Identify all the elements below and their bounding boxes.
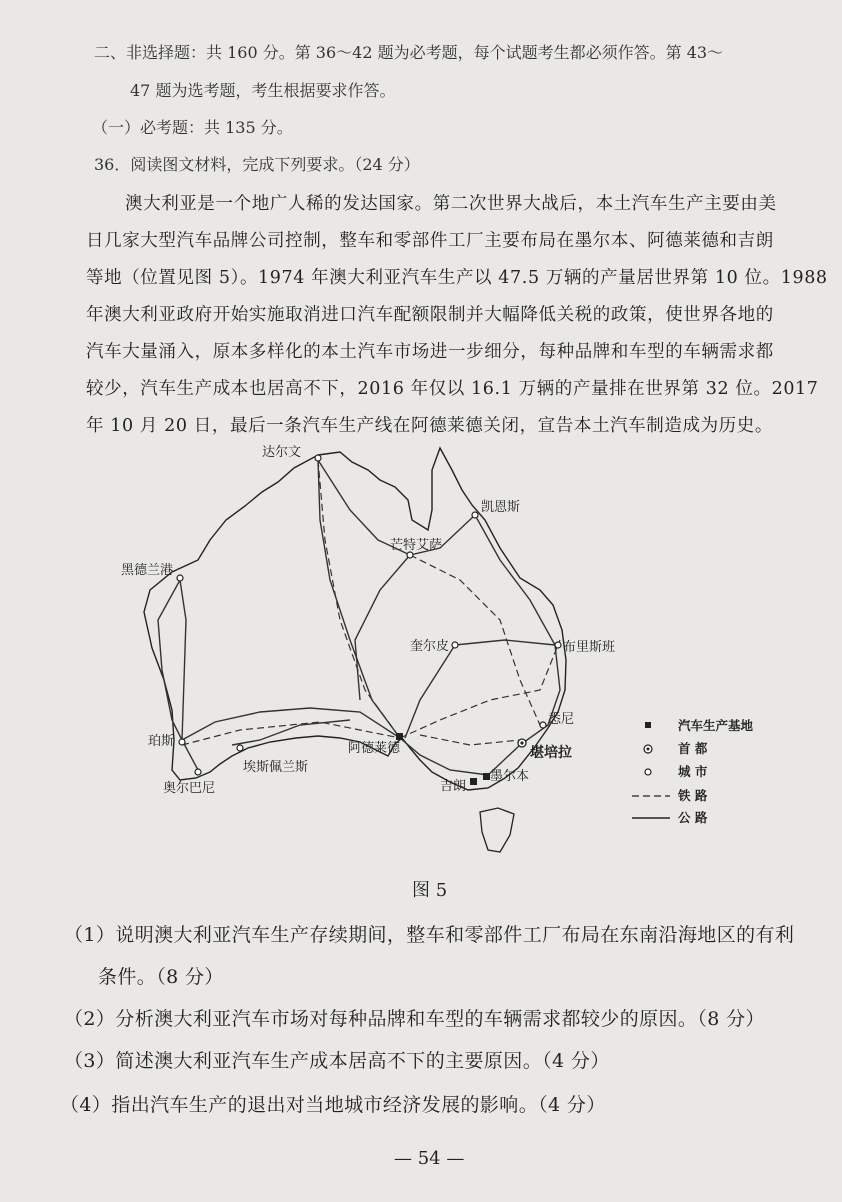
tasmania-outline — [480, 808, 514, 852]
question-1-line2: 条件。（8 分） — [98, 966, 224, 988]
melbourne-car-base-marker — [483, 773, 490, 780]
cairns-marker — [472, 512, 478, 518]
question-4: （4）指出汽车生产的退出对当地城市经济发展的影响。（4 分） — [60, 1094, 606, 1116]
geelong-label: 吉朗 — [440, 779, 467, 794]
adelaide-car-base-marker — [396, 733, 403, 740]
perth-marker — [179, 739, 185, 745]
brisbane-marker — [555, 642, 561, 648]
question-36-title: 36．阅读图文材料，完成下列要求。（24 分） — [94, 155, 420, 174]
passage-line: 较少，汽车生产成本也居高不下，2016 年仅以 16.1 万辆的产量排在世界第 32 位。2017 — [86, 379, 819, 399]
quilpie-label: 奎尔皮 — [410, 639, 450, 654]
passage-line: 年 10 月 20 日，最后一条汽车生产线在阿德莱德关闭，宣告本土汽车制造成为历史。 — [86, 416, 773, 436]
legend-railway: 铁 路 — [678, 788, 708, 803]
cairns-label: 凯恩斯 — [481, 500, 521, 515]
passage-line: 汽车大量涌入，原本多样化的本土汽车市场进一步细分，每种品牌和车型的车辆需求都 — [86, 342, 774, 362]
legend-highway: 公 路 — [678, 810, 708, 825]
section-instruction-line1: 二、非选择题：共 160 分。第 36～42 题为必考题，每个试题考生都必须作答。第 43～ — [94, 43, 724, 62]
page-number: — 54 — — [394, 1148, 465, 1169]
adelaide-label: 阿德莱德 — [348, 741, 401, 756]
albany-label: 奥尔巴尼 — [163, 781, 216, 796]
australia-map — [95, 440, 775, 870]
legend-city: 城 市 — [678, 764, 708, 779]
hedland-marker — [177, 575, 183, 581]
esperance-label: 埃斯佩兰斯 — [243, 760, 309, 775]
canberra-label: 堪培拉 — [530, 745, 572, 761]
question-2: （2）分析澳大利亚汽车市场对每种品牌和车型的车辆需求都较少的原因。（8 分） — [64, 1008, 765, 1030]
quilpie-marker — [452, 642, 458, 648]
darwin-marker — [315, 455, 321, 461]
sydney-label: 悉尼 — [548, 712, 575, 727]
brisbane-label: 布里斯班 — [563, 640, 616, 655]
required-section-title: （一）必考题：共 135 分。 — [92, 118, 293, 137]
darwin-label: 达尔文 — [262, 445, 302, 460]
mountisa-label: 芒特艾萨 — [390, 538, 443, 553]
legend-capital: 首 都 — [678, 741, 708, 756]
albany-marker — [195, 769, 201, 775]
geelong-car-base-marker — [470, 778, 477, 785]
melbourne-label: 墨尔本 — [490, 769, 530, 784]
sydney-marker — [540, 722, 546, 728]
legend-car-base: 汽车生产基地 — [678, 718, 754, 733]
hedland-label: 黑德兰港 — [121, 563, 174, 578]
passage-line: 年澳大利亚政府开始实施取消进口汽车配额限制并大幅降低关税的政策，使世界各地的 — [86, 305, 774, 325]
section-instruction-line2: 47 题为选考题，考生根据要求作答。 — [130, 81, 396, 100]
passage-line: 等地（位置见图 5）。1974 年澳大利亚汽车生产以 47.5 万辆的产量居世界第 10 位。1988 — [86, 268, 828, 288]
question-1-line1: （1）说明澳大利亚汽车生产存续期间，整车和零部件工厂布局在东南沿海地区的有利 — [64, 924, 795, 946]
esperance-marker — [237, 745, 243, 751]
passage-line: 澳大利亚是一个地广人稀的发达国家。第二次世界大战后，本土汽车生产主要由美 — [125, 194, 777, 214]
passage-line: 日几家大型汽车品牌公司控制，整车和零部件工厂主要布局在墨尔本、阿德莱德和吉朗 — [86, 231, 774, 251]
question-3: （3）简述澳大利亚汽车生产成本居高不下的主要原因。（4 分） — [64, 1050, 610, 1072]
perth-label: 珀斯 — [148, 734, 175, 749]
figure-caption: 图 5 — [412, 880, 448, 901]
map-legend — [632, 718, 754, 825]
